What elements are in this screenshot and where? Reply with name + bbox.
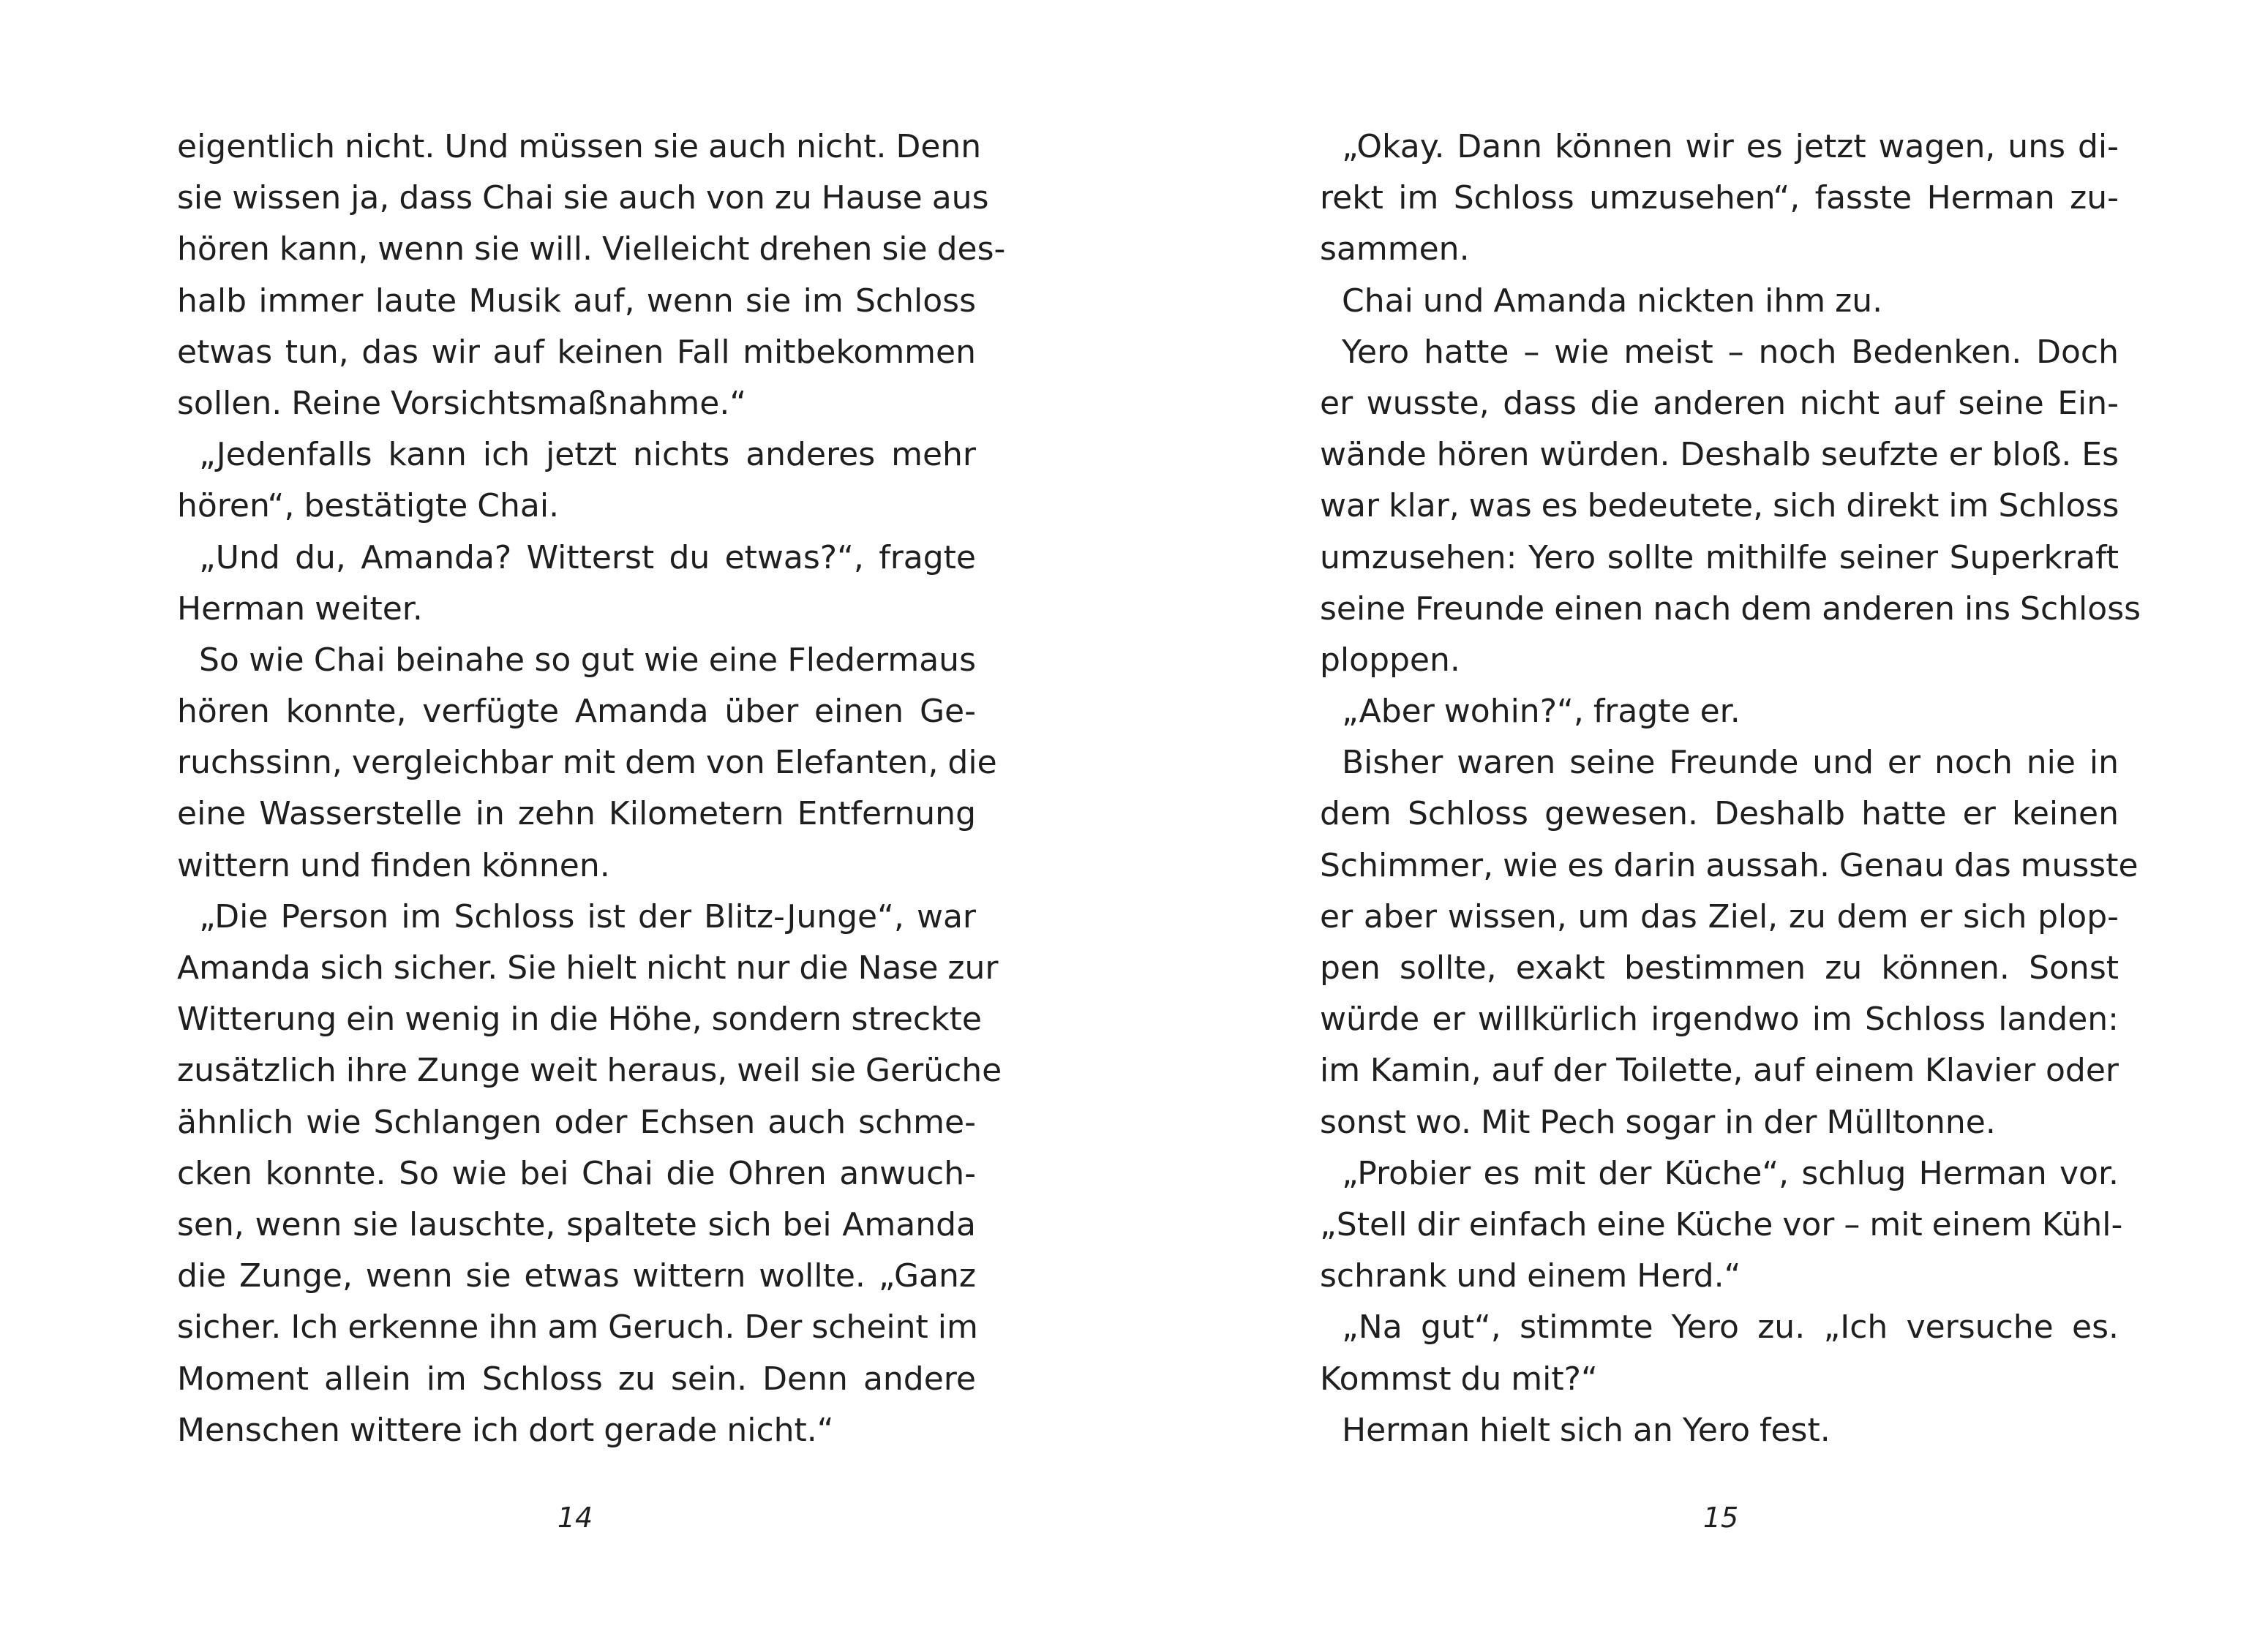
text-line: „Die Person im Schloss ist der Blitz-Junge“, war [199, 897, 976, 935]
text-line: cken konnte. So wie bei Chai die Ohren anwuch- [177, 1154, 976, 1192]
text-line: schrank und einem Herd.“ [1320, 1257, 1741, 1295]
text-line: hören konnte, verfügte Amanda über einen Ge- [177, 693, 976, 731]
text-line: sonst wo. Mit Pech sogar in der Mülltonne. [1320, 1103, 1996, 1141]
text-line: ruchssinn, vergleichbar mit dem von Elefanten, die [177, 744, 997, 782]
text-line: Herman hielt sich an Yero fest. [1342, 1411, 1830, 1449]
text-line: ähnlich wie Schlangen oder Echsen auch schme- [177, 1103, 976, 1141]
text-line: sammen. [1320, 230, 1470, 268]
text-line: sie wissen ja, dass Chai sie auch von zu Hause aus [177, 179, 989, 217]
text-line: „Na gut“, stimmte Yero zu. „Ich versuche es. [1342, 1308, 2119, 1347]
right-page [1320, 121, 2141, 1456]
text-line: etwas tun, das wir auf keinen Fall mitbekommen [177, 333, 976, 371]
text-line: sen, wenn sie lauschte, spaltete sich bei Amanda [177, 1205, 976, 1243]
right-page-text [1320, 121, 2141, 1456]
text-line: eigentlich nicht. Und müssen sie auch nicht. Denn [177, 128, 982, 165]
left-page [177, 121, 1006, 1456]
text-line: „Und du, Amanda? Witterst du etwas?“, fragte [199, 538, 976, 576]
text-line: Witterung ein wenig in die Höhe, sondern streckte [177, 1001, 982, 1039]
page-number-right: 15 [1702, 1502, 1739, 1534]
text-line: zusätzlich ihre Zunge weit heraus, weil sie Gerüche [177, 1052, 1002, 1090]
page-number-left: 14 [557, 1502, 593, 1534]
text-line: „Stell dir einfach eine Küche vor – mit einem Kühl- [1320, 1205, 2123, 1243]
text-line: Kommst du mit?“ [1320, 1360, 1598, 1398]
text-line: dem Schloss gewesen. Deshalb hatte er keinen [1320, 795, 2119, 833]
text-line: So wie Chai beinahe so gut wie eine Fledermaus [199, 641, 976, 679]
text-line: ploppen. [1320, 641, 1460, 679]
text-line: die Zunge, wenn sie etwas wittern wollte. „Ganz [177, 1257, 976, 1295]
text-line: Herman weiter. [177, 590, 423, 628]
text-line: Amanda sich sicher. Sie hielt nicht nur die Nase zur [177, 949, 999, 987]
text-line: rekt im Schloss umzusehen“, fasste Herman zu- [1320, 179, 2119, 217]
text-line: würde er willkürlich irgendwo im Schloss landen: [1320, 1001, 2119, 1039]
text-line: im Kamin, auf der Toilette, auf einem Klavier oder [1320, 1052, 2119, 1090]
text-line: umzusehen: Yero sollte mithilfe seiner Superkraft [1320, 538, 2119, 576]
text-line: „Aber wohin?“, fragte er. [1342, 693, 1741, 731]
text-line: seine Freunde einen nach dem anderen ins Schloss [1320, 590, 2141, 628]
text-line: sollen. Reine Vorsichtsmaßnahme.“ [177, 384, 747, 422]
text-line: „Probier es mit der Küche“, schlug Herman vor. [1342, 1154, 2119, 1192]
text-line: „Jedenfalls kann ich jetzt nichts anderes mehr [199, 436, 976, 474]
text-line: Bisher waren seine Freunde und er noch nie in [1342, 744, 2119, 782]
text-line: wände hören würden. Deshalb seufzte er bloß. Es [1320, 436, 2119, 474]
text-line: wittern und finden können. [177, 846, 610, 884]
text-line: er wusste, dass die anderen nicht auf seine Ein- [1320, 384, 2119, 422]
text-line: Menschen wittere ich dort gerade nicht.“ [177, 1411, 834, 1449]
text-line: eine Wasserstelle in zehn Kilometern Entfernung [177, 795, 976, 833]
text-line: halb immer laute Musik auf, wenn sie im Schloss [177, 282, 976, 320]
text-line: Yero hatte – wie meist – noch Bedenken. Doch [1342, 333, 2119, 371]
text-line: sicher. Ich erkenne ihn am Geruch. Der scheint im [177, 1308, 978, 1347]
text-line: Moment allein im Schloss zu sein. Denn andere [177, 1360, 976, 1398]
text-line: „Okay. Dann können wir es jetzt wagen, uns di- [1342, 128, 2119, 165]
text-line: pen sollte, exakt bestimmen zu können. Sonst [1320, 949, 2119, 987]
text-line: hören kann, wenn sie will. Vielleicht drehen sie des- [177, 230, 1006, 268]
text-line: Schimmer, wie es darin aussah. Genau das musste [1320, 846, 2139, 884]
text-line: er aber wissen, um das Ziel, zu dem er sich plop- [1320, 897, 2119, 935]
text-line: hören“, bestätigte Chai. [177, 487, 560, 525]
left-page-text [177, 121, 1006, 1456]
text-line: war klar, was es bedeutete, sich direkt im Schloss [1320, 487, 2119, 525]
text-line: Chai und Amanda nickten ihm zu. [1342, 282, 1883, 320]
